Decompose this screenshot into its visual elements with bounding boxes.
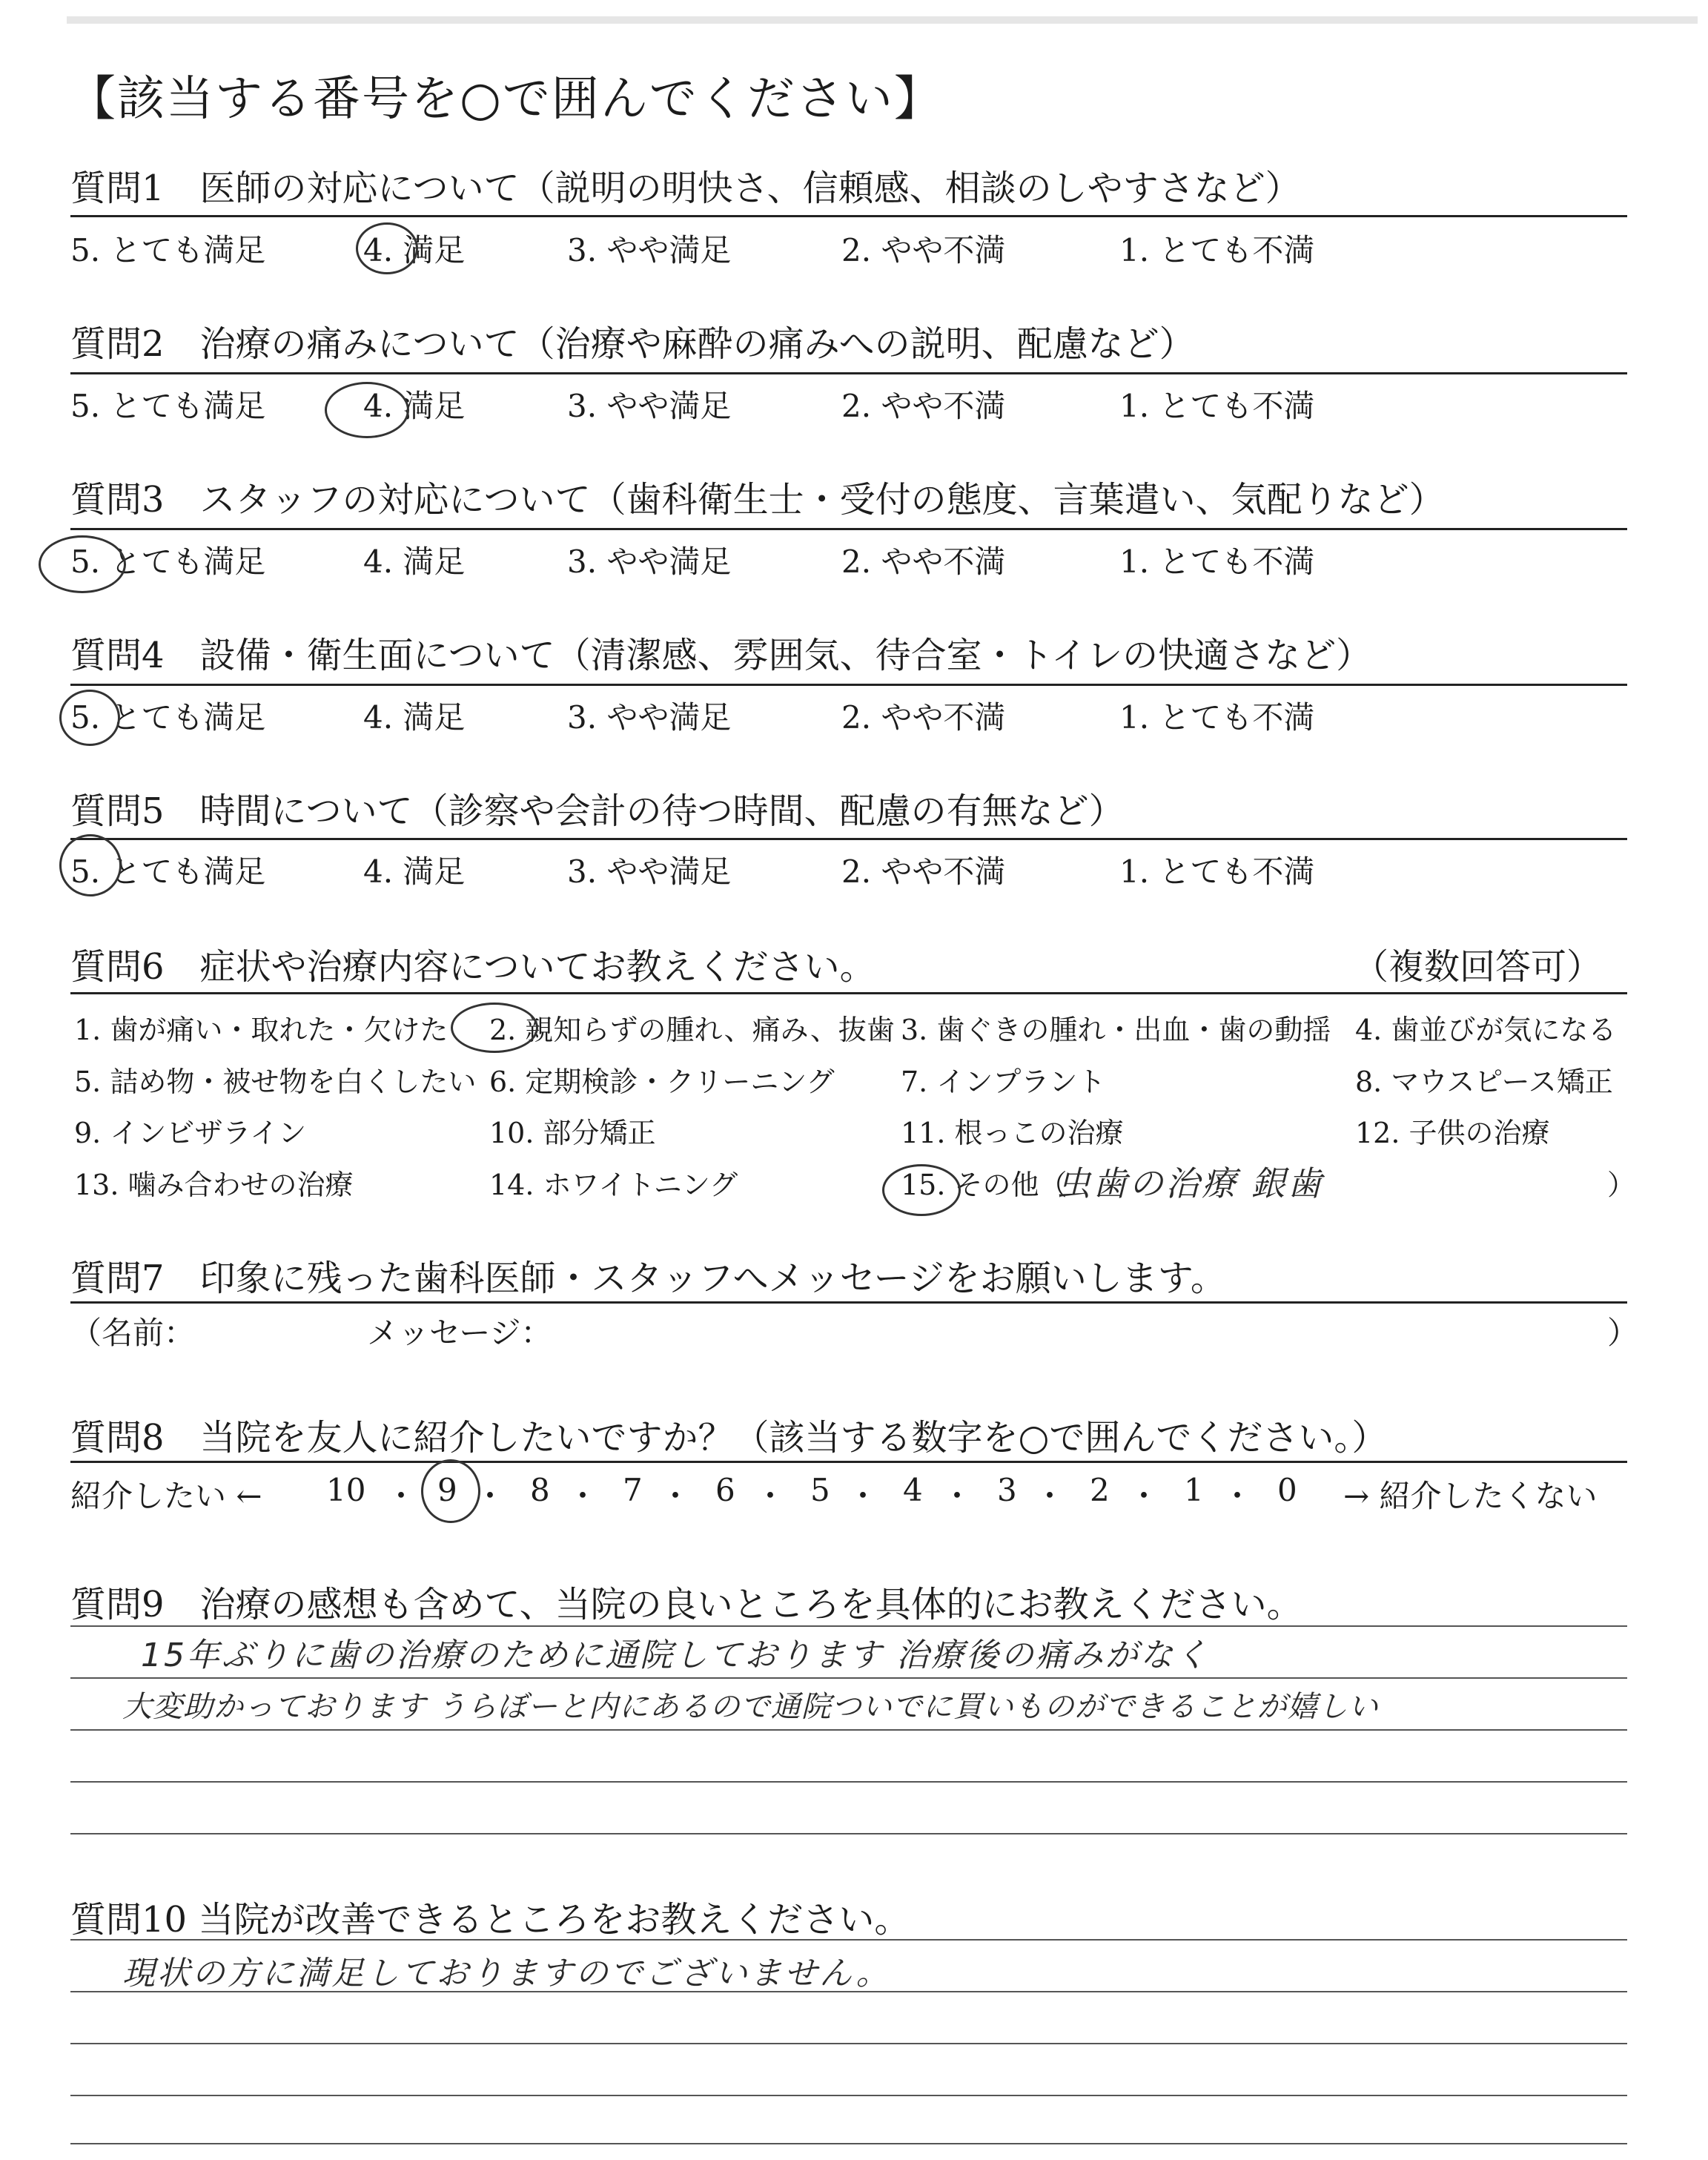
q3-option-4[interactable]: 4. 満足 bbox=[363, 544, 466, 580]
question-8-title: 質問8 当院を友人に紹介したいですか？（該当する数字を○で囲んでください。） bbox=[70, 1417, 1388, 1459]
q4-option-1[interactable]: 1. とても不満 bbox=[1119, 699, 1315, 736]
question-5-rule bbox=[70, 838, 1627, 840]
q6-option-2[interactable]: 2. 親知らずの腫れ、痛み、抜歯 bbox=[489, 1014, 895, 1046]
q8-separator: ・ bbox=[474, 1478, 506, 1514]
question-10-title: 質問10 当院が改善できるところをお教えください。 bbox=[70, 1899, 910, 1941]
q4-option-4[interactable]: 4. 満足 bbox=[363, 699, 466, 736]
q6-option-3[interactable]: 3. 歯ぐきの腫れ・出血・歯の動揺 bbox=[901, 1014, 1331, 1046]
q8-scale-3[interactable]: 3 bbox=[997, 1472, 1017, 1508]
q9-answer-line bbox=[70, 1781, 1627, 1783]
q1-option-3[interactable]: 3. やや満足 bbox=[567, 232, 732, 268]
q8-separator: ・ bbox=[941, 1478, 973, 1514]
q5-option-1[interactable]: 1. とても不満 bbox=[1119, 853, 1315, 890]
question-7-title: 質問7 印象に残った歯科医師・スタッフへメッセージをお願いします。 bbox=[70, 1258, 1226, 1299]
q6-option-7[interactable]: 7. インプラント bbox=[901, 1066, 1106, 1098]
q8-scale-5[interactable]: 5 bbox=[810, 1472, 830, 1508]
q6-option-10[interactable]: 10. 部分矯正 bbox=[489, 1117, 656, 1149]
q5-selection-circle bbox=[59, 834, 122, 896]
q2-option-4[interactable]: 4. 満足 bbox=[363, 388, 466, 424]
q6-option-4[interactable]: 4. 歯並びが気になる bbox=[1355, 1014, 1617, 1046]
q8-scale-8[interactable]: 8 bbox=[530, 1472, 550, 1508]
q8-scale-2[interactable]: 2 bbox=[1090, 1472, 1110, 1508]
question-6-note: （複数回答可） bbox=[1353, 946, 1603, 988]
q6-option-11[interactable]: 11. 根っこの治療 bbox=[901, 1117, 1124, 1149]
q3-selection-circle bbox=[39, 535, 126, 593]
q2-option-1[interactable]: 1. とても不満 bbox=[1119, 388, 1315, 424]
q4-option-3[interactable]: 3. やや満足 bbox=[567, 699, 732, 736]
scan-top-edge bbox=[67, 16, 1698, 24]
question-4-title: 質問4 設備・衛生面について（清潔感、雰囲気、待合室・トイレの快適さなど） bbox=[70, 635, 1372, 676]
q5-option-3[interactable]: 3. やや満足 bbox=[567, 853, 732, 890]
q8-separator: ・ bbox=[1222, 1478, 1254, 1514]
q3-option-3[interactable]: 3. やや満足 bbox=[567, 544, 732, 580]
q8-scale-1[interactable]: 1 bbox=[1184, 1472, 1204, 1508]
q3-option-5[interactable]: 5. とても満足 bbox=[70, 544, 266, 580]
question-8-rule bbox=[70, 1461, 1627, 1463]
q8-scale-0[interactable]: 0 bbox=[1277, 1472, 1297, 1508]
q6-other-close-paren: ） bbox=[1607, 1169, 1636, 1201]
q9-handwritten-line-1[interactable]: 15年ぶりに歯の治療のために通院しております 治療後の痛みがなく bbox=[141, 1636, 1210, 1674]
q7-close-paren: ） bbox=[1607, 1315, 1639, 1351]
question-1-title: 質問1 医師の対応について（説明の明快さ、信頼感、相談のしやすさなど） bbox=[70, 168, 1301, 209]
question-4-rule bbox=[70, 684, 1627, 686]
q8-scale-9[interactable]: 9 bbox=[437, 1472, 457, 1508]
q7-message-label: メッセージ： bbox=[367, 1315, 552, 1351]
q6-option-2-circle bbox=[451, 1003, 538, 1053]
q8-left-label: 紹介したい ← bbox=[70, 1478, 262, 1514]
q10-handwritten-line-1[interactable]: 現状の方に満足しておりますのでございません。 bbox=[122, 1955, 891, 1992]
q8-scale-7[interactable]: 7 bbox=[623, 1472, 643, 1508]
q9-answer-line bbox=[70, 1625, 1627, 1627]
q9-answer-line bbox=[70, 1833, 1627, 1834]
question-9-title: 質問9 治療の感想も含めて、当院の良いところを具体的にお教えください。 bbox=[70, 1584, 1302, 1625]
q6-other-handwritten[interactable]: 虫歯の治療 銀歯 bbox=[1056, 1163, 1324, 1203]
q9-answer-line bbox=[70, 1677, 1627, 1679]
q10-answer-line bbox=[70, 2043, 1627, 2044]
q5-option-2[interactable]: 2. やや不満 bbox=[841, 853, 1006, 890]
q1-option-1[interactable]: 1. とても不満 bbox=[1119, 232, 1315, 268]
q6-option-5[interactable]: 5. 詰め物・被せ物を白くしたい bbox=[74, 1066, 477, 1098]
q6-option-6[interactable]: 6. 定期検診・クリーニング bbox=[489, 1066, 835, 1098]
q10-answer-line bbox=[70, 2143, 1627, 2144]
q2-option-5[interactable]: 5. とても満足 bbox=[70, 388, 266, 424]
q10-answer-line bbox=[70, 2095, 1627, 2096]
q9-answer-line bbox=[70, 1729, 1627, 1731]
q6-option-8[interactable]: 8. マウスピース矯正 bbox=[1355, 1066, 1613, 1098]
q5-option-5[interactable]: 5. とても満足 bbox=[70, 853, 266, 890]
question-3-title: 質問3 スタッフの対応について（歯科衛生士・受付の態度、言葉遣い、気配りなど） bbox=[70, 479, 1445, 521]
question-1-rule bbox=[70, 215, 1627, 217]
q4-selection-circle bbox=[59, 690, 120, 746]
q1-option-5[interactable]: 5. とても満足 bbox=[70, 232, 266, 268]
q8-scale-10[interactable]: 10 bbox=[326, 1472, 366, 1508]
question-7-rule bbox=[70, 1301, 1627, 1304]
q8-right-label: → 紹介したくない bbox=[1343, 1478, 1598, 1514]
q6-option-13[interactable]: 13. 噛み合わせの治療 bbox=[74, 1169, 354, 1201]
q6-option-1[interactable]: 1. 歯が痛い・取れた・欠けた bbox=[74, 1014, 448, 1046]
question-3-rule bbox=[70, 528, 1627, 530]
q9-handwritten-line-2[interactable]: 大変助かっております うらぼーと内にあるので通院ついでに買いものができることが嬉しい bbox=[122, 1690, 1379, 1724]
q8-separator: ・ bbox=[567, 1478, 599, 1514]
q2-option-2[interactable]: 2. やや不満 bbox=[841, 388, 1006, 424]
question-5-title: 質問5 時間について（診察や会計の待つ時間、配慮の有無など） bbox=[70, 790, 1125, 832]
q1-selection-circle bbox=[356, 222, 418, 274]
q3-option-1[interactable]: 1. とても不満 bbox=[1119, 544, 1315, 580]
q2-selection-circle bbox=[325, 382, 409, 438]
q8-selection-circle bbox=[421, 1459, 480, 1523]
q6-option-15-circle bbox=[882, 1164, 961, 1216]
q6-option-9[interactable]: 9. インビザライン bbox=[74, 1117, 307, 1149]
question-2-rule bbox=[70, 372, 1627, 374]
q8-separator: ・ bbox=[385, 1478, 417, 1514]
q8-separator: ・ bbox=[1128, 1478, 1160, 1514]
question-6-title: 質問6 症状や治療内容についてお教えください。 bbox=[70, 946, 875, 988]
q2-option-3[interactable]: 3. やや満足 bbox=[567, 388, 732, 424]
q8-scale-6[interactable]: 6 bbox=[715, 1472, 735, 1508]
q8-separator: ・ bbox=[1034, 1478, 1066, 1514]
q4-option-5[interactable]: 5. とても満足 bbox=[70, 699, 266, 736]
q3-option-2[interactable]: 2. やや不満 bbox=[841, 544, 1006, 580]
q4-option-2[interactable]: 2. やや不満 bbox=[841, 699, 1006, 736]
q6-option-12[interactable]: 12. 子供の治療 bbox=[1355, 1117, 1550, 1149]
q1-option-2[interactable]: 2. やや不満 bbox=[841, 232, 1006, 268]
q10-answer-line bbox=[70, 1939, 1627, 1941]
q8-scale-4[interactable]: 4 bbox=[903, 1472, 923, 1508]
q8-separator: ・ bbox=[660, 1478, 692, 1514]
q7-name-label: （名前： bbox=[70, 1315, 196, 1351]
q6-option-15[interactable]: 15. その他（ bbox=[901, 1169, 1068, 1201]
page-heading: 【該当する番号を○で囲んでください】 bbox=[68, 72, 943, 127]
q5-option-4[interactable]: 4. 満足 bbox=[363, 853, 466, 890]
question-2-title: 質問2 治療の痛みについて（治療や麻酔の痛みへの説明、配慮など） bbox=[70, 323, 1195, 365]
q8-separator: ・ bbox=[847, 1478, 879, 1514]
q1-option-4[interactable]: 4. 満足 bbox=[363, 232, 466, 268]
q8-separator: ・ bbox=[755, 1478, 787, 1514]
question-6-rule bbox=[70, 992, 1627, 994]
q6-option-14[interactable]: 14. ホワイトニング bbox=[489, 1169, 738, 1201]
